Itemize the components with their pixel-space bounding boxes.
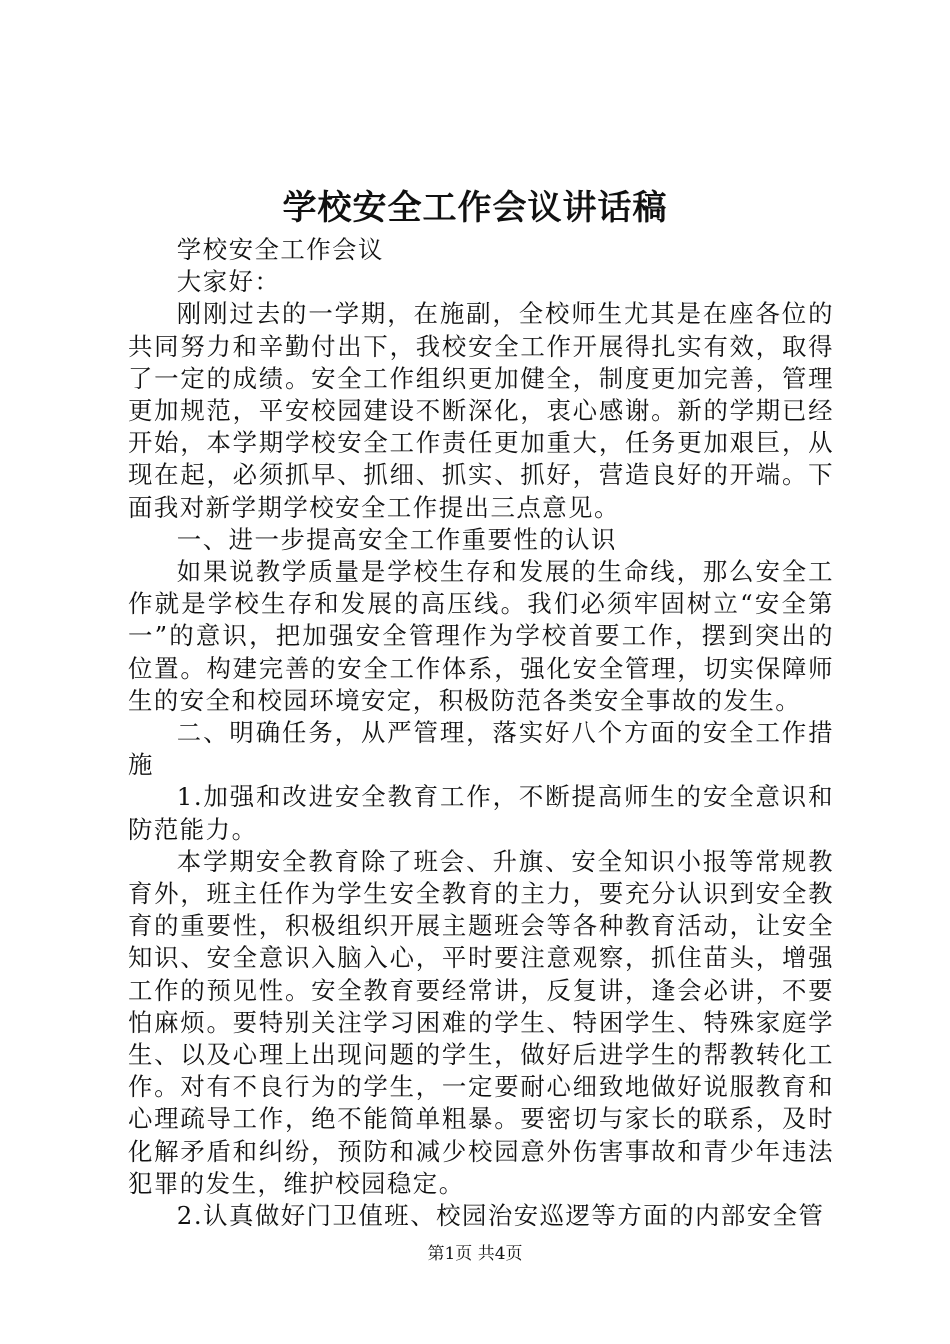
paragraph: 本学期安全教育除了班会、升旗、安全知识小报等常规教育外，班主任作为学生安全教育的主力，要充分认识到安全教育的重要性，积极组织开展主题班会等各种教育活动，让安全知识、安全意识入脑入心，平时要注意观察，抓住苗头，增强工作的预见性。安全教育要经常讲，反复讲，逢会必讲，不要怕麻烦。要特别关注学习困难的学生、特困学生、特殊家庭学生、以及心理上出现问题的学生，做好后进学生的帮教转化工作。对有不良行为的学生，一定要耐心细致地做好说服教育和心理疏导工作，绝不能简单粗暴。要密切与家长的联系，及时化解矛盾和纠纷，预防和减少校园意外伤害事故和青少年违法犯罪的发生，维护校园稳定。	[128, 846, 834, 1198]
section-heading: 二、明确任务，从严管理，落实好八个方面的安全工作措施	[128, 718, 834, 780]
paragraph: 如果说教学质量是学校生存和发展的生命线，那么安全工作就是学校生存和发展的高压线。我们必须牢固树立“安全第一”的意识，把加强安全管理作为学校首要工作，摆到突出的位置。构建完善的安全工作体系，强化安全管理，切实保障师生的安全和校园环境安定，积极防范各类安全事故的发生。	[128, 557, 834, 715]
list-item: 1.加强和改进安全教育工作，不断提高师生的安全意识和防范能力。	[128, 782, 834, 844]
paragraph: 刚刚过去的一学期，在施副，全校师生尤其是在座各位的共同努力和辛勤付出下，我校安全工作开展得扎实有效，取得了一定的成绩。安全工作组织更加健全，制度更加完善，管理更加规范，平安校园建设不断深化，衷心感谢。新的学期已经开始，本学期学校安全工作责任更加重大，任务更加艰巨，从现在起，必须抓早、抓细、抓实、抓好，营造良好的开端。下面我对新学期学校安全工作提出三点意见。	[128, 299, 834, 522]
page-title: 学校安全工作会议讲话稿	[282, 188, 668, 228]
paragraph: 大家好：	[176, 267, 281, 297]
section-heading: 一、进一步提高安全工作重要性的认识	[176, 524, 617, 554]
paragraph: 学校安全工作会议	[176, 235, 384, 264]
document-body	[128, 234, 834, 1232]
page-number: 第1页 共4页	[427, 1244, 523, 1264]
list-item: 2.认真做好门卫值班、校园治安巡逻等方面的内部安全管	[176, 1201, 825, 1231]
